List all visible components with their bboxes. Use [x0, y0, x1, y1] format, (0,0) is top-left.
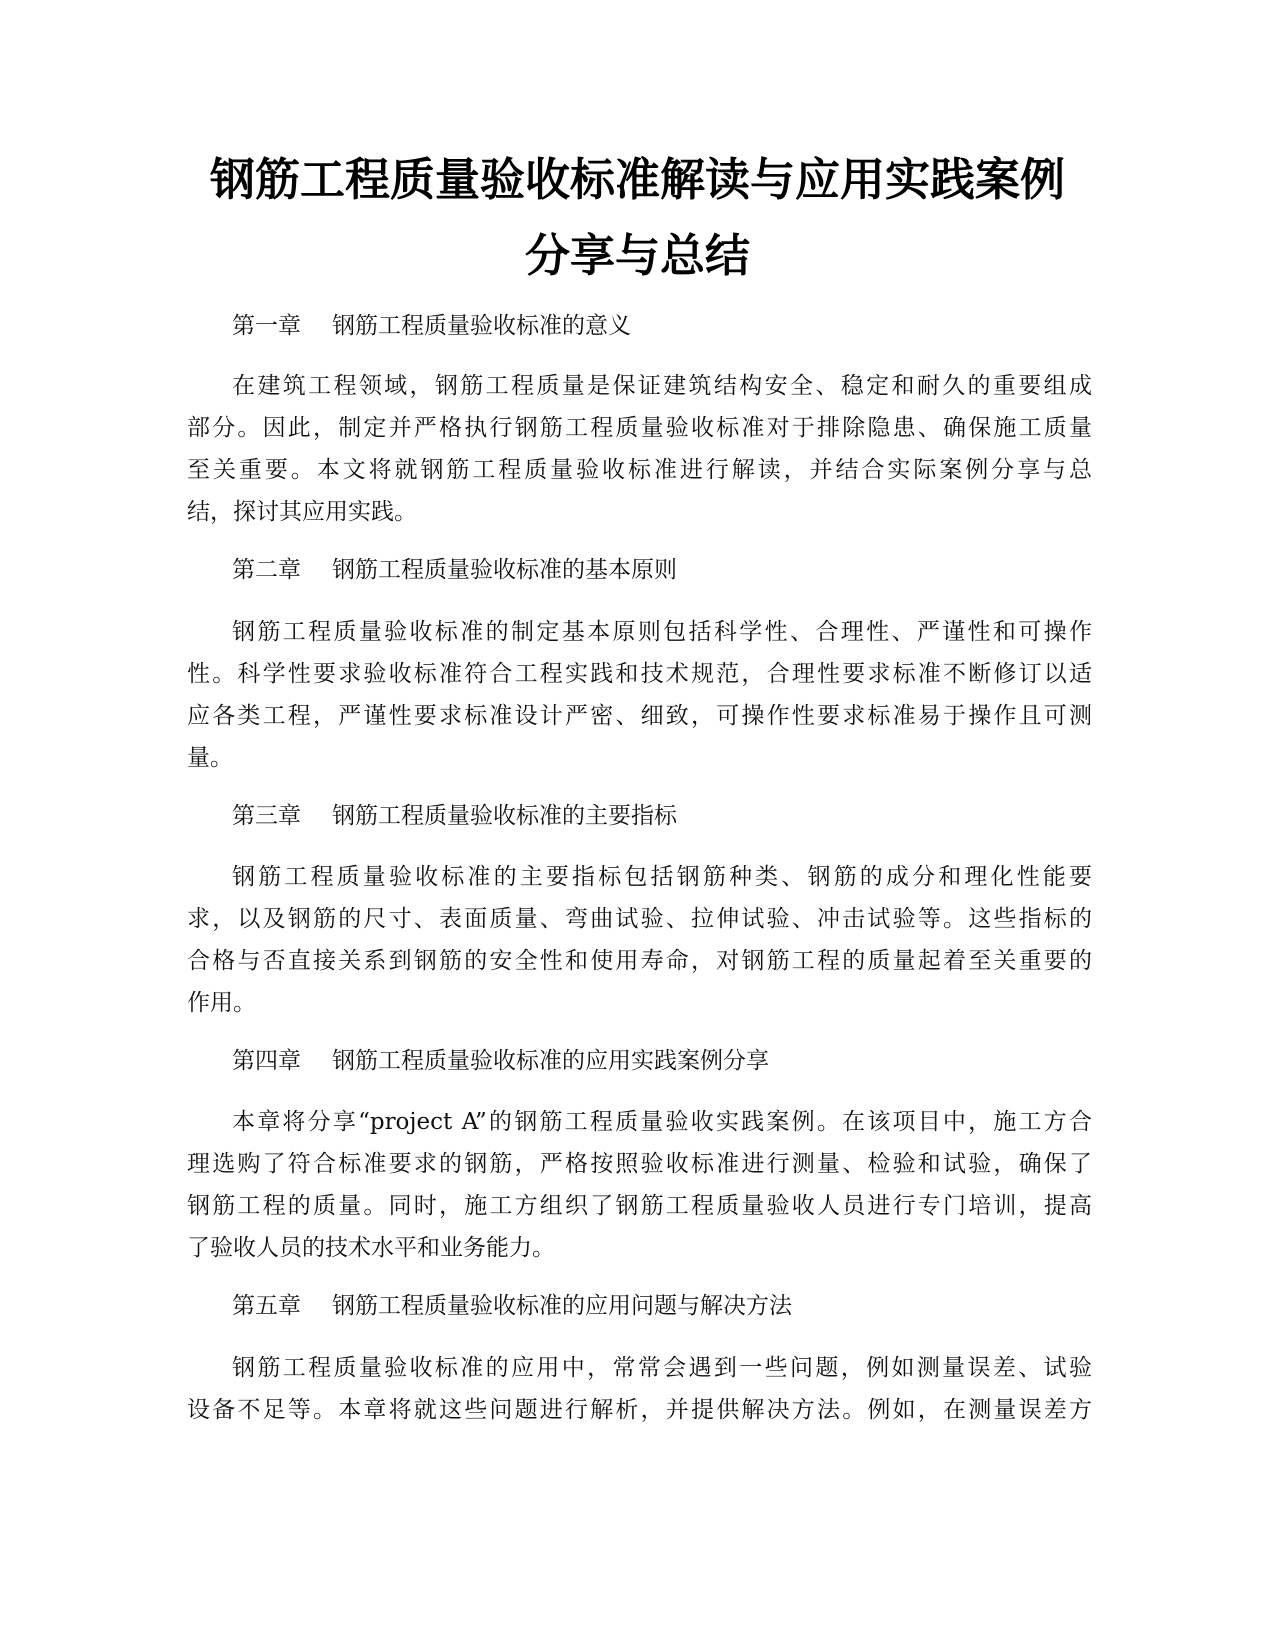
chapter-number: 第三章	[232, 803, 301, 829]
paragraph-line: 钢筋工程质量验收标准的主要指标包括钢筋种类、钢筋的成分和理化性能要	[232, 864, 1092, 890]
section-paragraph-2	[187, 611, 1092, 779]
section-paragraph-5	[187, 1347, 1092, 1431]
paragraph-line: 了验收人员的技术水平和业务能力。	[187, 1235, 555, 1261]
paragraph-line: 设备不足等。本章将就这些问题进行解析，并提供解决方法。例如，在测量误差方	[187, 1397, 1092, 1423]
paragraph-line: 钢筋工程质量验收标准的制定基本原则包括科学性、合理性、严谨性和可操作	[232, 619, 1092, 645]
paragraph-line: 合格与否直接关系到钢筋的安全性和使用寿命，对钢筋工程的质量起着至关重要的	[187, 948, 1092, 974]
section-heading-4	[232, 1046, 1102, 1076]
paragraph-line: 至关重要。本文将就钢筋工程质量验收标准进行解读，并结合实际案例分享与总	[187, 457, 1092, 483]
section-paragraph-3	[187, 856, 1092, 1024]
paragraph-line: 钢筋工程质量验收标准的应用中，常常会遇到一些问题，例如测量误差、试验	[232, 1355, 1092, 1381]
section-heading-2	[232, 555, 1102, 585]
chapter-title: 钢筋工程质量验收标准的应用问题与解决方法	[332, 1293, 792, 1319]
section-heading-5	[232, 1291, 1102, 1321]
chapter-number: 第二章	[232, 557, 301, 583]
paragraph-line: 性。科学性要求验收标准符合工程实践和技术规范，合理性要求标准不断修订以适	[187, 661, 1092, 687]
paragraph-line: 理选购了符合标准要求的钢筋，严格按照验收标准进行测量、检验和试验，确保了	[187, 1151, 1092, 1177]
paragraph-line: 结，探讨其应用实践。	[187, 499, 417, 525]
paragraph-line: 部分。因此，制定并严格执行钢筋工程质量验收标准对于排除隐患、确保施工质量	[187, 415, 1092, 441]
chapter-number: 第一章	[232, 313, 301, 339]
chapter-title: 钢筋工程质量验收标准的主要指标	[332, 803, 677, 829]
document-title-line-2: 分享与总结	[524, 229, 750, 282]
paragraph-line: 作用。	[187, 990, 256, 1016]
chapter-title: 钢筋工程质量验收标准的应用实践案例分享	[332, 1048, 769, 1074]
section-heading-3	[232, 801, 1102, 831]
paragraph-line: 应各类工程，严谨性要求标准设计严密、细致，可操作性要求标准易于操作且可测	[187, 703, 1092, 729]
chapter-number: 第四章	[232, 1048, 301, 1074]
paragraph-line: 在建筑工程领域，钢筋工程质量是保证建筑结构安全、稳定和耐久的重要组成	[232, 373, 1092, 399]
section-paragraph-4	[187, 1101, 1092, 1269]
section-paragraph-1	[187, 365, 1092, 533]
section-heading-1	[232, 311, 1102, 341]
chapter-title: 钢筋工程质量验收标准的意义	[332, 313, 631, 339]
document-title-line-1: 钢筋工程质量验收标准解读与应用实践案例	[209, 153, 1065, 206]
paragraph-line: 本章将分享“project A”的钢筋工程质量验收实践案例。在该项目中，施工方合	[232, 1109, 1092, 1135]
paragraph-line: 钢筋工程的质量。同时，施工方组织了钢筋工程质量验收人员进行专门培训，提高	[187, 1193, 1092, 1219]
paragraph-line: 求，以及钢筋的尺寸、表面质量、弯曲试验、拉伸试验、冲击试验等。这些指标的	[187, 906, 1092, 932]
chapter-title: 钢筋工程质量验收标准的基本原则	[332, 557, 677, 583]
chapter-number: 第五章	[232, 1293, 301, 1319]
paragraph-line: 量。	[187, 745, 233, 771]
